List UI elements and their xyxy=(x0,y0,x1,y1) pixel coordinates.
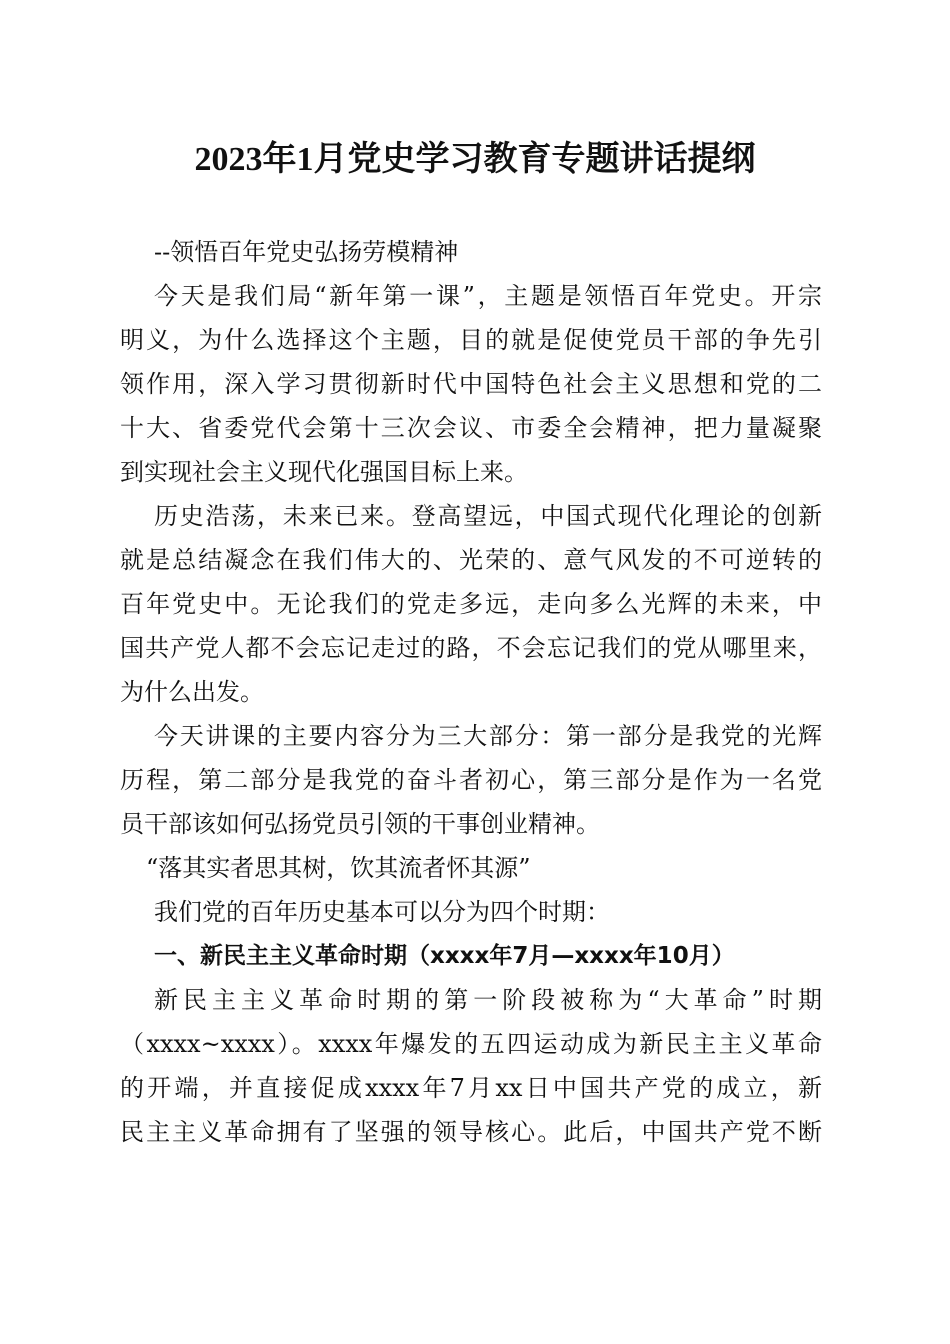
paragraph-line: 今天讲课的主要内容分为三大部分：第一部分是我党的光辉 xyxy=(154,722,822,750)
paragraph-line: 为什么出发。 xyxy=(120,678,264,706)
document-title: 2023年1月党史学习教育专题讲话提纲 xyxy=(194,141,756,178)
paragraph-line: 到实现社会主义现代化强国目标上来。 xyxy=(120,458,528,486)
paragraph-line: 员干部该如何弘扬党员引领的干事创业精神。 xyxy=(120,810,600,838)
subtitle: --领悟百年党史弘扬劳模精神 xyxy=(154,238,459,266)
paragraph-line: （xxxx~xxxx）。xxxx年爆发的五四运动成为新民主主义革命 xyxy=(120,1030,822,1058)
paragraph-1 xyxy=(120,274,822,494)
paragraph-line: 明义，为什么选择这个主题，目的就是促使党员干部的争先引 xyxy=(120,326,822,354)
document-body xyxy=(120,230,822,1154)
paragraph-line: 民主主义革命拥有了坚强的领导核心。此后，中国共产党不断 xyxy=(120,1118,822,1146)
section-paragraph xyxy=(120,978,822,1154)
paragraph-line: 百年党史中。无论我们的党走多远，走向多么光辉的未来，中 xyxy=(120,590,822,618)
paragraph-line: 今天是我们局“新年第一课”，主题是领悟百年党史。开宗 xyxy=(154,282,822,310)
paragraph-line: 历程，第二部分是我党的奋斗者初心，第三部分是作为一名党 xyxy=(120,766,822,794)
paragraph-line: 历史浩荡，未来已来。登高望远，中国式现代化理论的创新 xyxy=(154,502,822,530)
paragraph-line: 领作用，深入学习贯彻新时代中国特色社会主义思想和党的二 xyxy=(120,370,822,398)
intro-periods: 我们党的百年历史基本可以分为四个时期： xyxy=(154,898,610,926)
paragraph-line: 新民主主义革命时期的第一阶段被称为“大革命”时期 xyxy=(154,986,822,1014)
paragraph-3 xyxy=(120,714,822,846)
quote: “落其实者思其树，饮其流者怀其源” xyxy=(146,854,531,882)
paragraph-2 xyxy=(120,494,822,714)
paragraph-line: 国共产党人都不会忘记走过的路，不会忘记我们的党从哪里来， xyxy=(120,634,822,662)
section-heading: 一、新民主主义革命时期（xxxx年7月—xxxx年10月） xyxy=(154,943,735,969)
paragraph-line: 就是总结凝念在我们伟大的、光荣的、意气风发的不可逆转的 xyxy=(120,546,822,574)
paragraph-line: 的开端，并直接促成xxxx年7月xx日中国共产党的成立，新 xyxy=(120,1074,822,1102)
paragraph-line: 十大、省委党代会第十三次会议、市委全会精神，把力量凝聚 xyxy=(120,414,822,442)
